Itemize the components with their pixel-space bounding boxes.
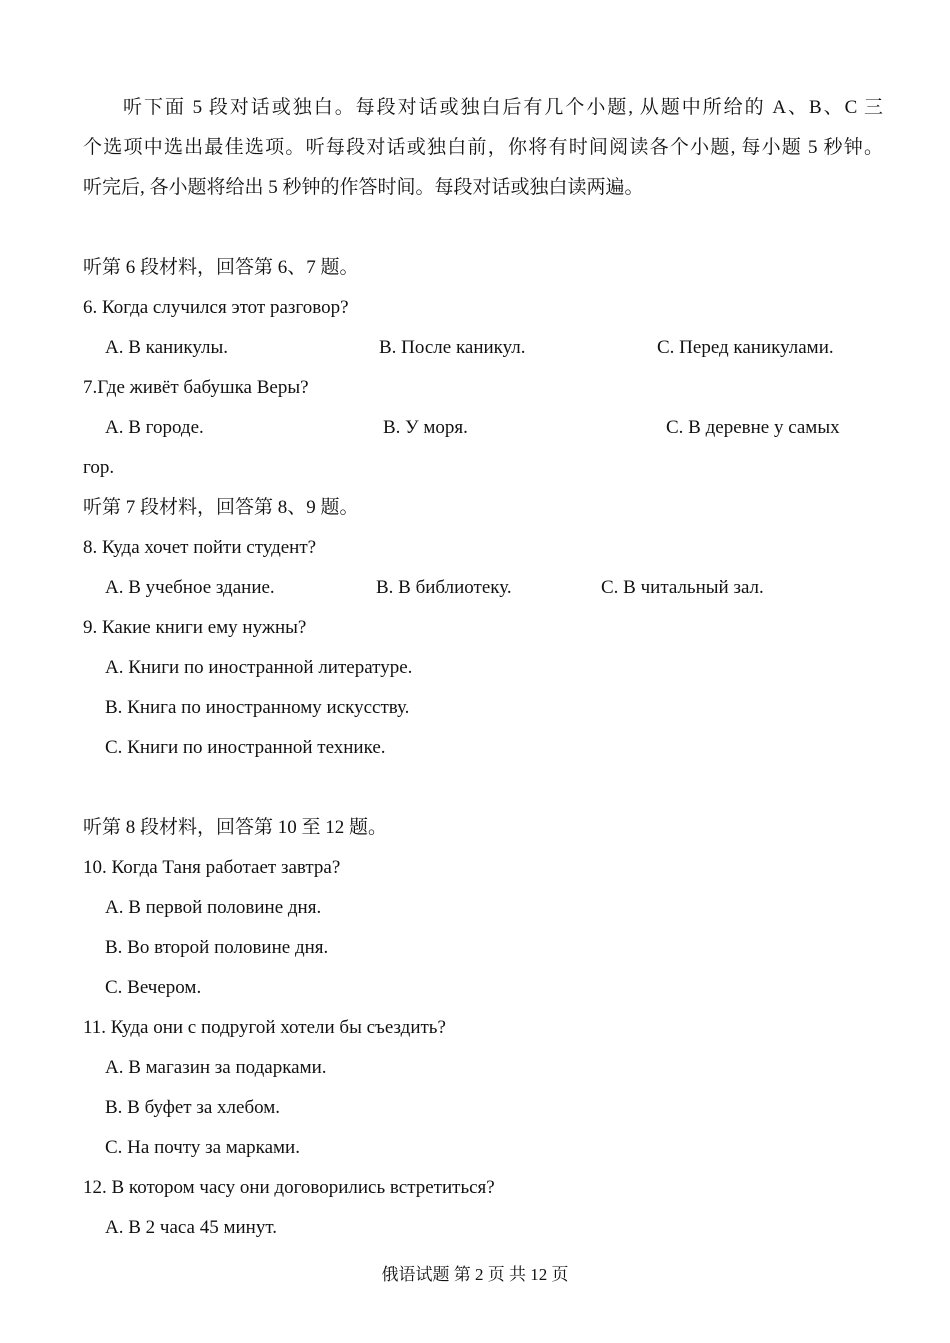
- option-7-c: C. В деревне у самых: [666, 417, 840, 438]
- intro-line-1: 听下面 5 段对话或独白。每段对话或独白后有几个小题, 从题中所给的 A、B、C 三: [123, 97, 883, 118]
- option-11-a: A. В магазин за подарками.: [105, 1057, 327, 1078]
- question-11: 11. Куда они с подругой хотели бы съездить?: [83, 1017, 446, 1038]
- intro-line-3: 听完后, 各小题将给出 5 秒钟的作答时间。每段对话或独白读两遍。: [83, 177, 644, 198]
- intro-line-2: 个选项中选出最佳选项。听每段对话或独白前，你将有时间阅读各个小题, 每小题 5 秒钟。: [83, 137, 883, 158]
- question-6: 6. Когда случился этот разговор?: [83, 297, 349, 318]
- option-10-c: C. Вечером.: [105, 977, 202, 998]
- option-9-c: C. Книги по иностранной технике.: [105, 737, 386, 758]
- question-9: 9. Какие книги ему нужны?: [83, 617, 307, 638]
- option-6-b: B. После каникул.: [379, 337, 526, 358]
- option-8-a: A. В учебное здание.: [105, 577, 275, 598]
- option-8-c: C. В читальный зал.: [601, 577, 764, 598]
- option-7-a: A. В городе.: [105, 417, 204, 438]
- option-9-b: B. Книга по иностранному искусству.: [105, 697, 410, 718]
- option-10-a: A. В первой половине дня.: [105, 897, 322, 918]
- section-heading-6: 听第 6 段材料，回答第 6、7 题。: [83, 257, 359, 278]
- question-7: 7.Где живёт бабушка Веры?: [83, 377, 309, 398]
- option-12-a: A. В 2 часа 45 минут.: [105, 1217, 277, 1238]
- option-9-a: A. Книги по иностранной литературе.: [105, 657, 413, 678]
- option-11-b: B. В буфет за хлебом.: [105, 1097, 281, 1118]
- page-footer: 俄语试题 第 2 页 共 12 页: [381, 1265, 569, 1284]
- question-8: 8. Куда хочет пойти студент?: [83, 537, 317, 558]
- option-6-a: A. В каникулы.: [105, 337, 228, 358]
- section-heading-7: 听第 7 段材料，回答第 8、9 题。: [83, 497, 359, 518]
- option-7-b: B. У моря.: [383, 417, 468, 438]
- option-10-b: B. Во второй половине дня.: [105, 937, 329, 958]
- option-8-b: B. В библиотеку.: [376, 577, 512, 598]
- question-12: 12. В котором часу они договорились встретиться?: [83, 1177, 495, 1198]
- question-10: 10. Когда Таня работает завтра?: [83, 857, 341, 878]
- option-6-c: C. Перед каникулами.: [657, 337, 834, 358]
- option-7-c-continued: гор.: [83, 457, 115, 478]
- section-heading-8: 听第 8 段材料，回答第 10 至 12 题。: [83, 817, 388, 838]
- option-11-c: C. На почту за марками.: [105, 1137, 300, 1158]
